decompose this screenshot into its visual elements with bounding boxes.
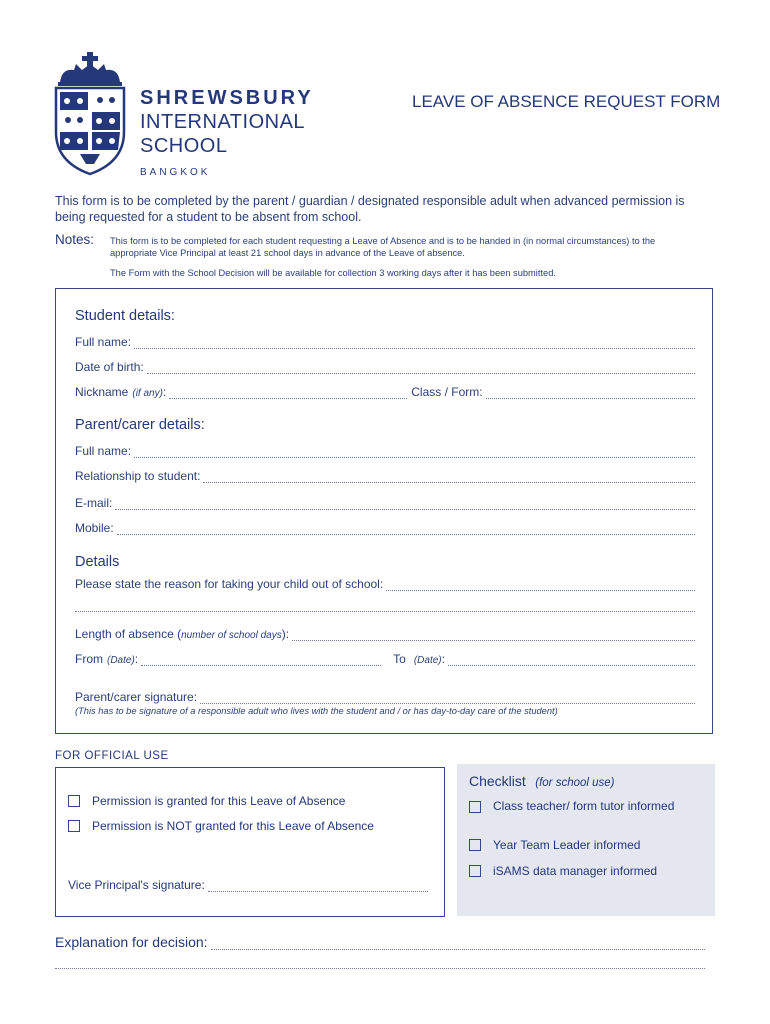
checklist-item-class-teacher[interactable] — [469, 799, 699, 814]
school-city: BANGKOK — [140, 167, 211, 178]
checklist-item-1-label: Class teacher/ form tutor informed — [493, 799, 675, 813]
mobile-field[interactable] — [117, 525, 695, 535]
form-title: LEAVE OF ABSENCE REQUEST FORM — [412, 92, 721, 111]
notes-text — [110, 235, 690, 287]
intro-text: This form is to be completed by the parent / guardian / designated responsible adult when advanced permission is being requested for a student to be absent from school. — [55, 194, 685, 224]
explanation-field-2[interactable] — [55, 968, 705, 969]
student-nickname-colon: : — [162, 385, 167, 399]
parent-heading: Parent/carer details: — [75, 417, 205, 433]
parent-full-name-row — [75, 444, 695, 458]
email-row — [75, 496, 695, 510]
explanation-row — [55, 934, 705, 950]
official-use-box — [55, 767, 445, 917]
checklist-item-2-label: Year Team Leader informed — [493, 838, 641, 852]
relationship-field[interactable] — [203, 473, 695, 483]
school-name-line1: SHREWSBURY — [140, 87, 314, 109]
mobile-label: Mobile: — [75, 521, 114, 535]
school-name-line3: SCHOOL — [140, 135, 228, 157]
relationship-row — [75, 469, 695, 483]
student-class-field[interactable] — [486, 389, 695, 399]
checklist-panel — [457, 764, 715, 916]
parent-full-name-field[interactable] — [134, 448, 695, 458]
school-name-line2: INTERNATIONAL — [140, 111, 306, 133]
from-label: From — [75, 652, 103, 666]
checklist-heading-note: (for school use) — [535, 777, 615, 789]
signature-row — [75, 690, 695, 704]
checklist-item-3-label: iSAMS data manager informed — [493, 864, 658, 878]
student-nickname-field[interactable] — [169, 389, 407, 399]
not-granted-option[interactable] — [68, 819, 374, 833]
length-row — [75, 627, 695, 641]
checklist-checkbox-2[interactable] — [469, 839, 481, 851]
student-full-name-field[interactable] — [134, 339, 695, 349]
notes-line2: The Form with the School Decision will be available for collection 3 working days after it has been submitted. — [110, 268, 556, 278]
mobile-row — [75, 521, 695, 535]
to-colon: : — [441, 652, 445, 666]
from-colon: : — [134, 652, 139, 666]
checklist-item-isams[interactable] — [469, 864, 657, 878]
to-date-note: (Date) — [413, 655, 442, 666]
student-full-name-label: Full name: — [75, 335, 132, 349]
explanation-label: Explanation for decision: — [55, 934, 208, 950]
checklist-heading-row — [469, 773, 615, 791]
checklist-checkbox-3[interactable] — [469, 865, 481, 877]
dates-row — [75, 652, 695, 666]
school-name — [140, 88, 314, 178]
explanation-field[interactable] — [211, 940, 705, 950]
checklist-heading: Checklist — [469, 773, 526, 789]
notes-line1: This form is to be completed for each student requesting a Leave of Absence and is to be handed in (in normal circumstances) to the appropriate Vice Principal at least 21 school days in advance of the Leave of absence. — [110, 236, 656, 258]
reason-row-2 — [75, 602, 695, 612]
email-label: E-mail: — [75, 496, 113, 510]
parent-full-name-label: Full name: — [75, 444, 132, 458]
student-full-name-row — [75, 335, 695, 349]
length-label-end: ): — [281, 627, 290, 641]
relationship-label: Relationship to student: — [75, 469, 201, 483]
checklist-item-year-leader[interactable] — [469, 838, 640, 852]
granted-option[interactable] — [68, 794, 345, 808]
to-label: To — [393, 652, 406, 666]
student-class-label: Class / Form: — [411, 385, 483, 399]
student-heading: Student details: — [75, 308, 175, 324]
granted-checkbox[interactable] — [68, 795, 80, 807]
to-date-field[interactable] — [448, 656, 695, 666]
main-form-box — [55, 288, 713, 734]
not-granted-checkbox[interactable] — [68, 820, 80, 832]
length-note: number of school days — [181, 630, 282, 641]
vp-signature-field[interactable] — [208, 882, 428, 892]
from-date-field[interactable] — [141, 656, 381, 666]
student-nickname-note: (if any) — [132, 388, 163, 399]
length-label: Length of absence ( — [75, 627, 182, 641]
student-nickname-row — [75, 385, 695, 399]
not-granted-label: Permission is NOT granted for this Leave of Absence — [92, 819, 374, 833]
school-crest-icon — [52, 50, 128, 178]
reason-row — [75, 577, 695, 591]
reason-field[interactable] — [386, 581, 695, 591]
reason-label: Please state the reason for taking your child out of school: — [75, 577, 384, 591]
signature-note: (This has to be signature of a responsible adult who lives with the student and / or has day-to-day care of the student) — [75, 706, 558, 716]
checklist-checkbox-1[interactable] — [469, 801, 481, 813]
signature-label: Parent/carer signature: — [75, 690, 198, 704]
student-dob-field[interactable] — [147, 364, 695, 374]
vp-signature-row — [68, 878, 428, 892]
from-date-note: (Date) — [107, 655, 135, 666]
length-field[interactable] — [292, 631, 695, 641]
student-dob-label: Date of birth: — [75, 360, 144, 374]
reason-field-2[interactable] — [75, 602, 695, 612]
email-field[interactable] — [115, 500, 695, 510]
granted-label: Permission is granted for this Leave of Absence — [92, 794, 346, 808]
vp-signature-label: Vice Principal's signature: — [68, 878, 205, 892]
official-use-label: FOR OFFICIAL USE — [55, 750, 169, 762]
signature-field[interactable] — [200, 694, 695, 704]
details-heading: Details — [75, 554, 120, 570]
student-dob-row — [75, 360, 695, 374]
student-nickname-label: Nickname — [75, 385, 129, 399]
notes-label: Notes: — [55, 232, 95, 247]
